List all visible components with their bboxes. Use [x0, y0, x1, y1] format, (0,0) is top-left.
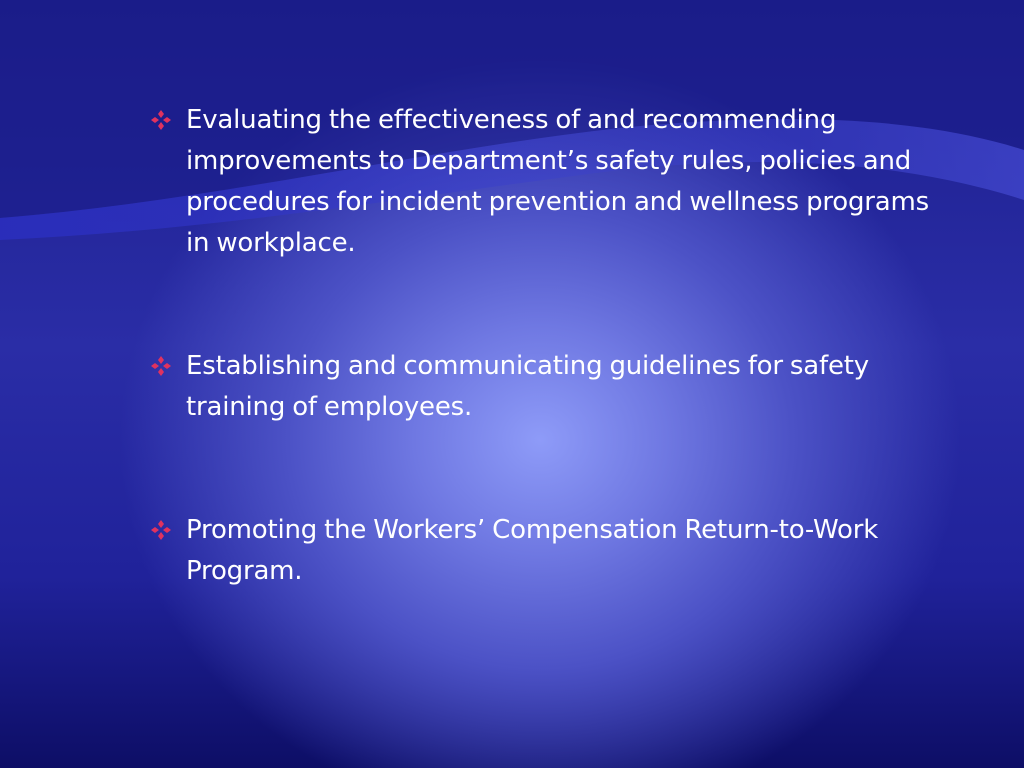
diamond-flower-icon: [150, 519, 172, 541]
diamond-flower-icon: [150, 355, 172, 377]
bullet-text: Establishing and communicating guidelines for safety training of employees.: [186, 351, 869, 422]
bullet-text: Promoting the Workers’ Compensation Return-to-Work Program.: [186, 515, 879, 586]
bullet-list: [148, 100, 938, 592]
bullet-text: Evaluating the effectiveness of and recommending improvements to Department’s safety rules, policies and procedures for incident prevention and wellness programs in workplace.: [186, 105, 929, 258]
bullet-item: [148, 100, 938, 264]
bullet-item: [148, 346, 938, 428]
bullet-item: [148, 510, 938, 592]
diamond-flower-icon: [150, 109, 172, 131]
